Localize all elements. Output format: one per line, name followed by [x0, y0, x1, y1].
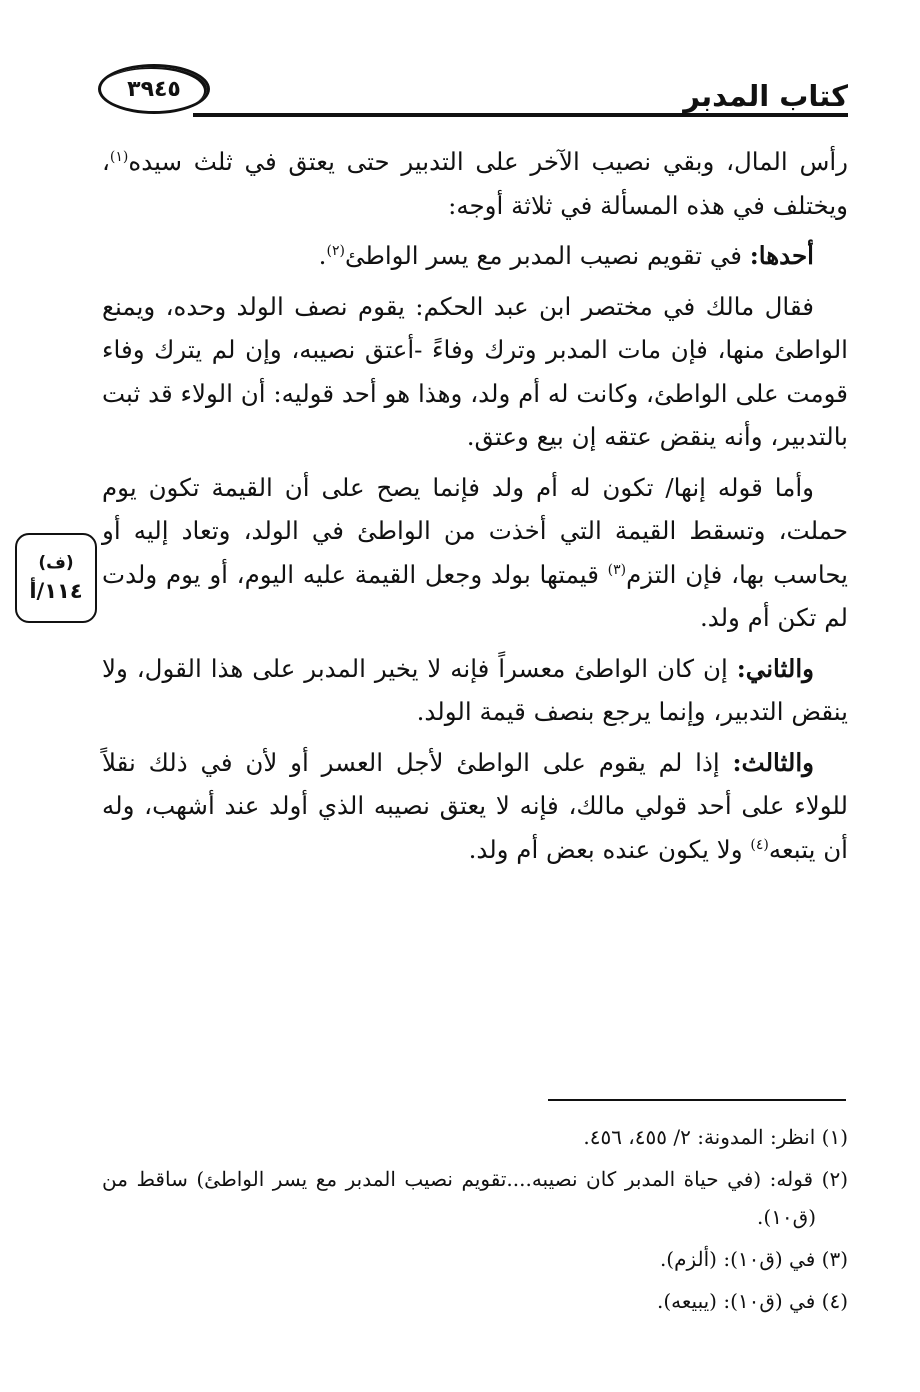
- margin-manuscript-ref: [15, 533, 97, 623]
- text-run: في تقويم نصيب المدبر مع يسر الواطئ: [344, 241, 750, 270]
- paragraph-lead: والثالث:: [732, 747, 814, 777]
- margin-ref-label: (ف): [38, 553, 74, 573]
- paragraph-2: [102, 234, 848, 278]
- paragraph-5: [102, 647, 848, 734]
- paragraph-1: [102, 140, 848, 227]
- text-run: ، ويختلف في هذه المسألة في ثلاثة أوجه:: [102, 147, 848, 220]
- page-number-badge: [98, 64, 210, 114]
- footnote-2: (٢) قوله: (في حياة المدبر كان نصيبه....تقويم نصيب المدبر مع يسر الواطئ) ساقط من (ق١٠).: [102, 1167, 848, 1229]
- paragraph-4: [102, 466, 848, 640]
- margin-ref-folio: ١١٤/أ: [29, 579, 83, 603]
- footnote-3: (٣) في (ق١٠): (ألزم).: [659, 1247, 848, 1271]
- footnote-4: (٤) في (ق١٠): (يبيعه).: [657, 1289, 848, 1313]
- footnote-ref-1: (١): [109, 148, 129, 165]
- text-run: فقال مالك في مختصر ابن عبد الحكم: يقوم نصف الولد وحده، ويمنع الواطئ منها، فإن مات المدبر وترك وفاءً -أعتق نصيبه، وإن لم يترك وفاء قومت على الواطئ، وكانت له أم ولد، وهذا هو أحد قوليه: أن الولاء قد ثبت بالتدبير، وأنه ينقض عتقه إن بيع وعتق.: [102, 291, 848, 451]
- footnote-1: (١) انظر: المدونة: ٢/ ٤٥٥، ٤٥٦.: [583, 1125, 848, 1149]
- text-run: قيمتها بولد وجعل القيمة عليه اليوم، أو يوم ولدت لم تكن أم ولد.: [102, 559, 848, 632]
- text-run: رأس المال، وبقي نصيب الآخر على التدبير حتى يعتق في ثلث سيده: [128, 147, 848, 176]
- book-title: كتاب المدبر: [683, 79, 848, 113]
- paragraph-3: [102, 285, 848, 459]
- text-run: .: [318, 241, 327, 270]
- page-number: ٣٩٤٥: [127, 76, 181, 102]
- text-run: وأما قوله إنها/ تكون له أم ولد فإنما يصح على أن القيمة تكون يوم حملت، وتسقط القيمة التي أخذت من الواطئ في الولد، وتعاد إليه أو يحاسب بها، فإن التزم: [102, 472, 848, 589]
- paragraph-6: [102, 741, 848, 872]
- text-run: ولا يكون عنده بعض أم ولد.: [468, 834, 751, 864]
- footnotes: [102, 1118, 848, 1324]
- text-run: إن كان الواطئ معسراً فإنه لا يخير المدبر على هذا القول، ولا ينقض التدبير، وإنما يرجع بنصف قيمة الولد.: [102, 653, 848, 726]
- page-header: [98, 64, 848, 124]
- footnote-ref-4: (٤): [750, 836, 769, 853]
- footnote-ref-2: (٢): [326, 242, 345, 259]
- footnote-ref-3: (٣): [607, 561, 627, 578]
- paragraph-lead: والثاني:: [736, 653, 814, 683]
- text-run: إذا لم يقوم على الواطئ لأجل العسر أو لأن في ذلك نقلاً للولاء على أحد قولي مالك، فإنه لا يعتق نصيبه الذي أولد عند أشهب، وله أن يتبعه: [102, 747, 848, 864]
- paragraph-lead: أحدها:: [749, 241, 814, 270]
- footnote-separator: [548, 1099, 846, 1101]
- main-text: [102, 140, 848, 878]
